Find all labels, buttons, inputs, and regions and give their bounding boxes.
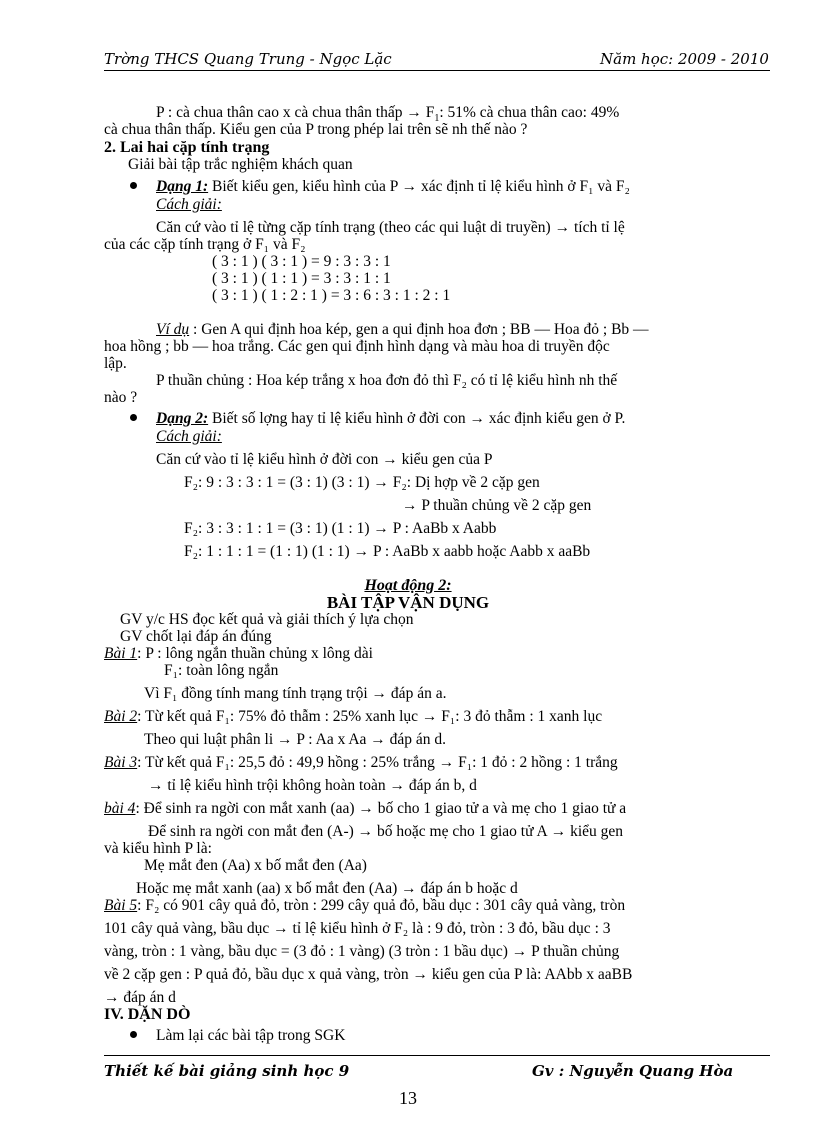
bullet-icon — [130, 414, 137, 421]
text-line: Dạng 1: Biết kiểu gen, kiểu hình của P → xác định tỉ lệ kiểu hình ở F₁ và F₂ — [156, 178, 630, 195]
text-line: GV y/c HS đọc kết quả và giải thích ý lựa chọn — [120, 611, 414, 628]
text-line: Để sinh ra ngời con mắt đen (A-) → bố hoặc mẹ cho 1 giao tử A → kiểu gen — [148, 823, 624, 840]
text-line: Vì F₁ đồng tính mang tính trạng trội → đáp án a. — [144, 685, 447, 702]
text-line: F₂: 3 : 3 : 1 : 1 = (3 : 1) (1 : 1) → P : AaBb x Aabb — [184, 520, 497, 537]
text-line: về 2 cặp gen : P quả đỏ, bầu dục x quả vàng, tròn → kiểu gen của P là: AAbb x aaBB — [104, 966, 633, 983]
text-line: → P thuần chủng về 2 cặp gen — [402, 497, 592, 514]
text-line: cà chua thân thấp. Kiểu gen của P trong phép lai trên sẽ nh thế nào ? — [104, 121, 528, 138]
footer-right: Gv : Nguyễn Quang Hòa — [532, 1062, 734, 1080]
activity-title: Hoạt động 2: — [364, 577, 452, 594]
text-line: P thuần chủng : Hoa kép trắng x hoa đơn đỏ thì F₂ có tỉ lệ kiểu hình nh thế — [156, 372, 618, 389]
text-line: → đáp án d — [104, 989, 176, 1006]
text-line: P : cà chua thân cao x cà chua thân thấp → $F_1$: 51% cà chua thân cao: 49% — [156, 104, 620, 125]
text-line: Giải bài tập trắc nghiệm khách quan — [128, 156, 353, 173]
text-line: Căn cứ vào tỉ lệ từng cặp tính trạng (theo các qui luật di truyền) → tích tỉ lệ — [156, 219, 625, 236]
text-line: 101 cây quả vàng, bầu dục → tỉ lệ kiểu hình ở F₂ là : 9 đỏ, tròn : 3 đỏ, bầu dục : 3 — [104, 920, 611, 937]
text-line: Bài 3: Từ kết quả F₁: 25,5 đỏ : 49,9 hồng : 25% trắng → F₁: 1 đỏ : 2 hồng : 1 trắng — [104, 754, 618, 771]
header-rule — [104, 70, 770, 71]
text-line: vàng, tròn : 1 vàng, bầu dục = (3 đỏ : 1 vàng) (3 tròn : 1 bầu dục) → P thuần chủng — [104, 943, 620, 960]
text-line: Làm lại các bài tập trong SGK — [156, 1027, 346, 1044]
text-line: bài 4: Để sinh ra ngời con mắt xanh (aa) → bố cho 1 giao tử a và mẹ cho 1 giao tử a — [104, 800, 627, 817]
subheading: Cách giải: — [156, 196, 222, 213]
text-line: Theo qui luật phân li → P : Aa x Aa → đáp án d. — [144, 731, 447, 748]
text-line: Căn cứ vào tỉ lệ kiểu hình ở đời con → kiểu gen của P — [156, 451, 493, 468]
footer-left: Thiết kế bài giảng sinh học 9 — [104, 1062, 350, 1080]
text-line: lập. — [104, 355, 127, 372]
header-year: Năm học: 2009 - 2010 — [600, 50, 769, 68]
text-line: Hoặc mẹ mắt xanh (aa) x bố mắt đen (Aa) → đáp án b hoặc d — [136, 880, 518, 897]
ratio-line: ( 3 : 1 ) ( 1 : 1 ) = 3 : 3 : 1 : 1 — [212, 270, 391, 287]
footer-rule — [104, 1055, 770, 1056]
ratio-line: ( 3 : 1 ) ( 3 : 1 ) = 9 : 3 : 3 : 1 — [212, 253, 391, 270]
text-line: Bài 1: P : lông ngắn thuần chủng x lông dài — [104, 645, 373, 662]
text-line: nào ? — [104, 389, 138, 406]
text-line: F₂: 1 : 1 : 1 = (1 : 1) (1 : 1) → P : AaBb x aabb hoặc Aabb x aaBb — [184, 543, 591, 560]
text-line: Bài 2: Từ kết quả F₁: 75% đỏ thẫm : 25% xanh lục → F₁: 3 đỏ thẫm : 1 xanh lục — [104, 708, 603, 725]
header-school: Trờng THCS Quang Trung - Ngọc Lặc — [104, 50, 392, 68]
activity-heading: BÀI TẬP VẬN DỤNG — [326, 593, 490, 612]
section-heading: 2. Lai hai cặp tính trạng — [104, 139, 270, 156]
bullet-icon — [130, 182, 137, 189]
text-line: của các cặp tính trạng ở F₁ và F₂ — [104, 236, 306, 253]
text-line: và kiểu hình P là: — [104, 840, 212, 857]
text-line: Dạng 2: Biết số lợng hay tỉ lệ kiểu hình ở đời con → xác định kiểu gen ở P. — [156, 410, 626, 427]
bullet-icon — [130, 1031, 137, 1038]
text-line: Mẹ mắt đen (Aa) x bố mắt đen (Aa) — [144, 857, 367, 874]
ratio-line: ( 3 : 1 ) ( 1 : 2 : 1 ) = 3 : 6 : 3 : 1 : 2 : 1 — [212, 287, 451, 304]
text-line: GV chốt lại đáp án đúng — [120, 628, 272, 645]
page-number: 13 — [399, 1088, 417, 1108]
text-line: Bài 5: F₂ có 901 cây quả đỏ, tròn : 299 cây quả đỏ, bầu dục : 301 cây quả vàng, tròn — [104, 897, 626, 914]
subheading: Cách giải: — [156, 428, 222, 445]
text-line: Ví dụ : Gen A qui định hoa kép, gen a qui định hoa đơn ; BB — Hoa đỏ ; Bb — — [156, 321, 649, 338]
text-line: F₁: toàn lông ngắn — [164, 662, 279, 679]
section-heading: IV. DẶN DÒ — [104, 1006, 191, 1023]
text-line: hoa hồng ; bb — hoa trắng. Các gen qui định hình dạng và màu hoa di truyền độc — [104, 338, 610, 355]
text-line: → tỉ lệ kiểu hình trội không hoàn toàn → đáp án b, d — [148, 777, 477, 794]
text-line: F₂: 9 : 3 : 3 : 1 = (3 : 1) (3 : 1) → F₂: Dị hợp về 2 cặp gen — [184, 474, 540, 491]
